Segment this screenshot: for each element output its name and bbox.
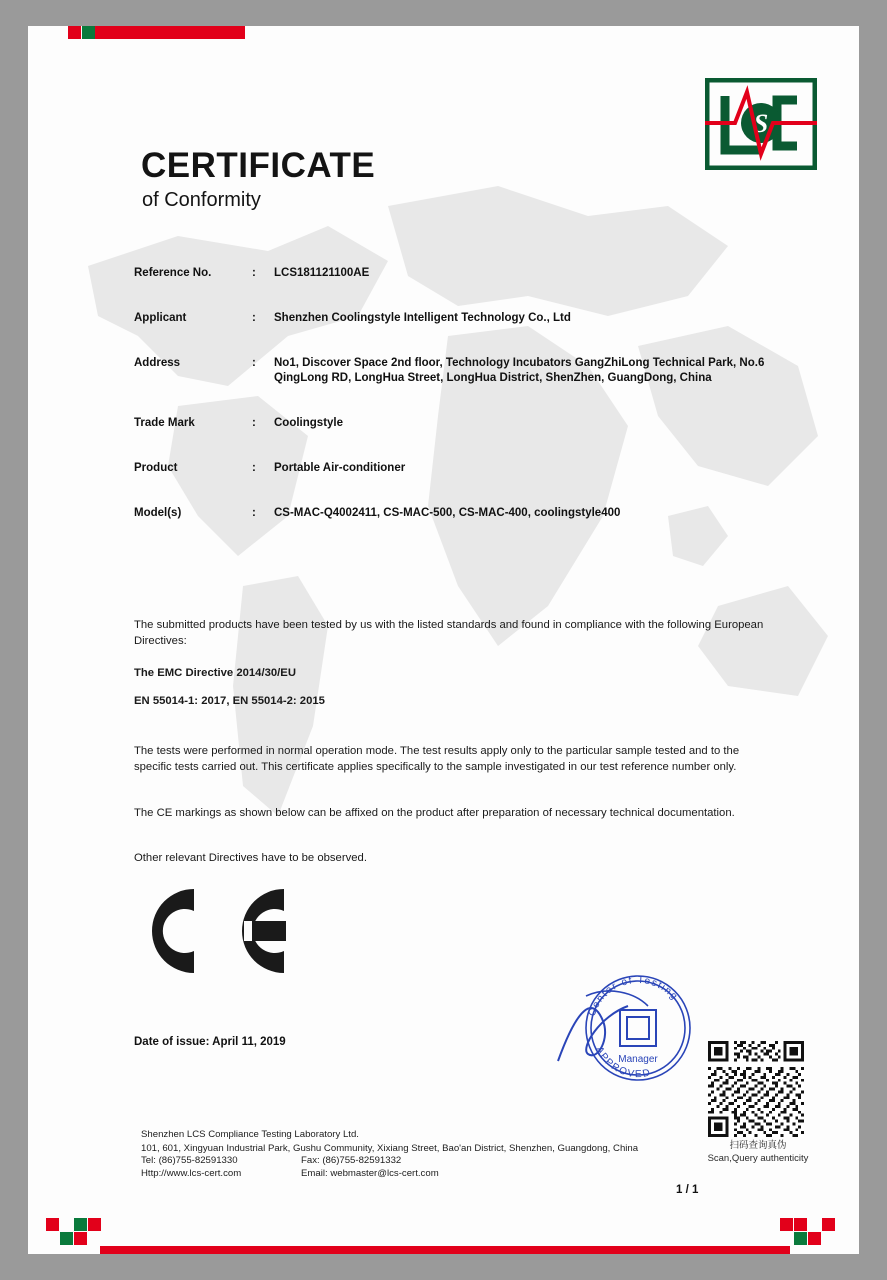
field-colon: :	[252, 507, 256, 519]
qr-caption-cn: 扫码查询真伪	[729, 1140, 787, 1151]
deco-square-br-5	[808, 1232, 821, 1245]
deco-square-bl-5	[74, 1232, 87, 1245]
field-value: Portable Air-conditioner	[274, 462, 406, 474]
field-colon: :	[252, 357, 256, 369]
svg-text:S: S	[753, 109, 769, 138]
approval-stamp	[548, 966, 718, 1096]
field-value: Shenzhen Coolingstyle Intelligent Technology Co., Ltd	[274, 312, 571, 324]
field-address	[134, 356, 794, 386]
deco-square-bl-2	[74, 1218, 87, 1231]
field-models	[134, 506, 794, 521]
deco-square-br-2	[794, 1218, 807, 1231]
field-label: Model(s)	[134, 507, 182, 519]
ce-marking-paragraph: The CE markings as shown below can be affixed on the product after preparation of necessary technical documentation.	[134, 807, 735, 819]
deco-square-br-4	[794, 1232, 807, 1245]
field-label: Trade Mark	[134, 417, 195, 429]
standards-list: EN 55014-1: 2017, EN 55014-2: 2015	[134, 695, 325, 707]
svg-text:APPROVED: APPROVED	[593, 1045, 653, 1081]
certificate-sheet	[28, 26, 859, 1254]
field-value: No1, Discover Space 2nd floor, Technology Incubators GangZhiLong Technical Park, No.6 QingLong RD, LongHua Street, LongHua District, ShenZhen, GuangDong, China	[274, 357, 765, 384]
deco-square-bl-3	[88, 1218, 101, 1231]
compliance-paragraph: The submitted products have been tested by us with the listed standards and found in compliance with the following European Directives:	[134, 619, 764, 647]
field-label: Address	[134, 357, 181, 369]
deco-square-top-1	[68, 26, 81, 39]
footer-fax: Fax: (86)755-82591332	[301, 1155, 402, 1166]
field-colon: :	[252, 417, 256, 429]
footer-website[interactable]: Http://www.lcs-cert.com	[141, 1167, 242, 1179]
field-label: Applicant	[134, 312, 187, 324]
page-title: CERTIFICATE	[141, 146, 376, 185]
field-trade-mark	[134, 416, 794, 431]
field-label: Product	[134, 462, 178, 474]
field-applicant	[134, 311, 794, 326]
qr-caption-en: Scan,Query authenticity	[707, 1153, 809, 1164]
emc-directive: The EMC Directive 2014/30/EU	[134, 667, 296, 679]
footer-company: Shenzhen LCS Compliance Testing Laboratory Ltd.	[141, 1129, 359, 1140]
deco-square-bl-1	[46, 1218, 59, 1231]
field-value: CS-MAC-Q4002411, CS-MAC-500, CS-MAC-400, coolingstyle400	[274, 507, 621, 519]
footer-tel: Tel: (86)755-82591330	[141, 1155, 238, 1166]
page-number: 1 / 1	[676, 1184, 699, 1196]
field-value: Coolingstyle	[274, 417, 344, 429]
field-colon: :	[252, 267, 256, 279]
top-red-bar	[95, 26, 245, 39]
field-value: LCS181121100AE	[274, 267, 370, 279]
svg-text:Manager: Manager	[618, 1054, 658, 1065]
date-of-issue: Date of issue: April 11, 2019	[134, 1036, 286, 1048]
other-directives-paragraph: Other relevant Directives have to be observed.	[134, 852, 367, 864]
page-subtitle: of Conformity	[142, 189, 261, 211]
ce-mark-icon	[132, 881, 292, 981]
svg-text:Center of Testing: Center of Testing	[586, 974, 681, 1018]
qr-caption	[683, 1139, 833, 1165]
lcs-logo	[705, 78, 817, 170]
footer-email[interactable]: Email: webmaster@lcs-cert.com	[301, 1167, 439, 1179]
field-colon: :	[252, 312, 256, 324]
bottom-red-bar	[100, 1246, 790, 1254]
deco-square-br-1	[780, 1218, 793, 1231]
field-reference-no	[134, 266, 794, 281]
deco-square-top-2	[82, 26, 95, 39]
field-label: Reference No.	[134, 267, 212, 279]
deco-square-bl-4	[60, 1232, 73, 1245]
field-product	[134, 461, 794, 476]
qr-code[interactable]	[708, 1041, 804, 1137]
certificate-fields	[134, 266, 794, 551]
field-colon: :	[252, 462, 256, 474]
footer-block	[141, 1129, 638, 1180]
test-conditions-paragraph: The tests were performed in normal operation mode. The test results apply only to the particular sample tested and to the specific tests carried out. This certificate applies specifically to the sample investigated in our test reference number only.	[134, 745, 740, 773]
footer-address: 101, 601, Xingyuan Industrial Park, Gushu Community, Xixiang Street, Bao'an District, Shenzhen, Guangdong, China	[141, 1142, 639, 1154]
deco-square-br-3	[822, 1218, 835, 1231]
